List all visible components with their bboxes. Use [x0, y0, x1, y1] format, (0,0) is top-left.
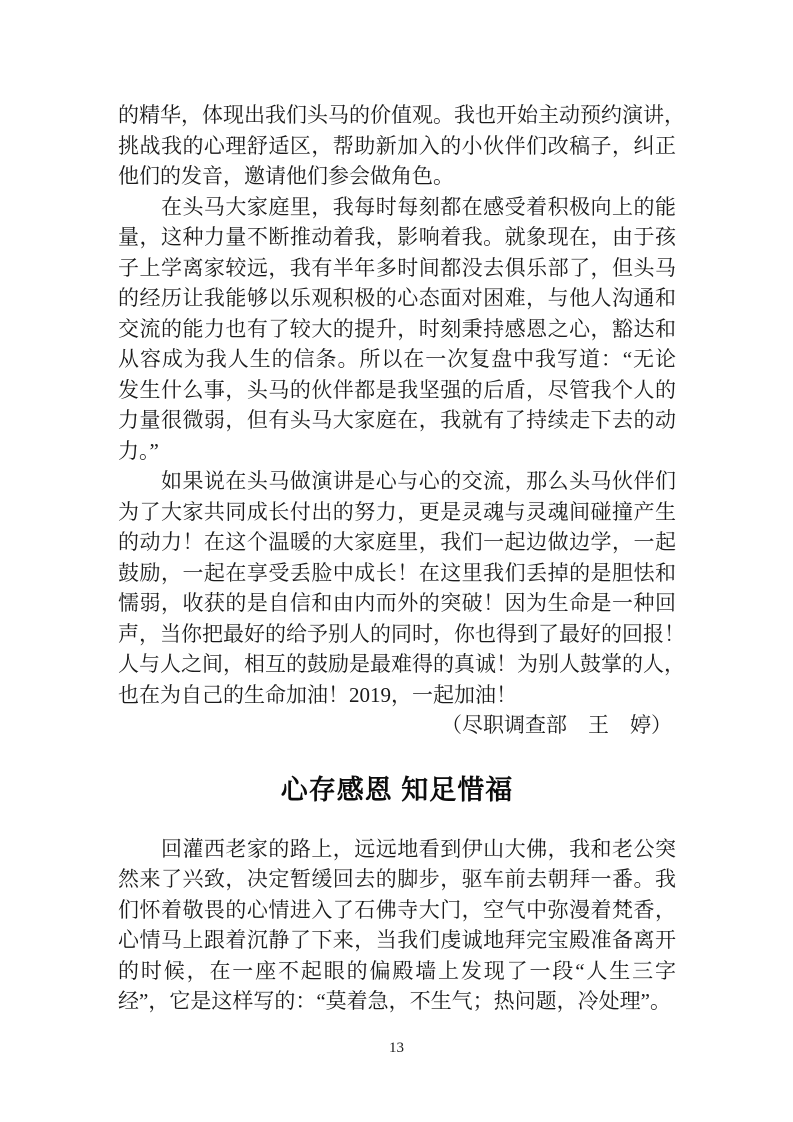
- text-line: 他们的发音，邀请他们参会做角色。: [118, 164, 454, 188]
- author-signature: （尽职调查部 王 婷）: [441, 713, 672, 737]
- text-line: 量，这种力量不断推动着我，影响着我。就象现在，由于孩: [118, 225, 676, 249]
- paragraph: [118, 192, 676, 467]
- article-continuation: [118, 100, 685, 741]
- text-line: 如果说在头马做演讲是心与心的交流，那么头马伙伴们: [118, 469, 676, 493]
- article-title: 心存感恩 知足惜福: [280, 774, 514, 805]
- text-line: 心情马上跟着沉静了下来，当我们虔诚地拜完宝殿准备离开: [118, 928, 676, 952]
- text-line: 回灌西老家的路上，远远地看到伊山大佛，我和老公突: [118, 836, 676, 861]
- text-line: 力量很微弱，但有头马大家庭在，我就有了持续走下去的动: [118, 408, 676, 432]
- text-line: 在头马大家庭里，我每时每刻都在感受着积极向上的能: [118, 194, 676, 219]
- text-line: 力。”: [118, 438, 159, 463]
- paragraph: [118, 100, 685, 192]
- text-line: 的精华，体现出我们头马的价值观。我也开始主动预约演讲，: [118, 103, 685, 127]
- text-line: 人与人之间，相互的鼓励是最难得的真诚！为别人鼓掌的人，: [118, 652, 685, 676]
- text-line: 懦弱，收获的是自信和由内而外的突破！因为生命是一种回: [118, 591, 676, 615]
- text-line: 们怀着敬畏的心情进入了石佛寺大门，空气中弥漫着梵香，: [118, 897, 676, 922]
- page-body: [118, 100, 685, 1017]
- text-line: 挑战我的心理舒适区，帮助新加入的小伙伴们改稿子，纠正: [118, 133, 676, 158]
- paragraph: [118, 834, 676, 1017]
- text-line: 发生什么事，头马的伙伴都是我坚强的后盾，尽管我个人的: [118, 377, 676, 402]
- text-line: 鼓励，一起在享受丢脸中成长！在这里我们丢掉的是胆怯和: [118, 560, 676, 585]
- page-number: 13: [389, 1040, 404, 1056]
- paragraph: [118, 466, 685, 710]
- text-line: 子上学离家较远，我有半年多时间都没去俱乐部了，但头马: [118, 255, 676, 280]
- text-line: 的动力！在这个温暖的大家庭里，我们一起边做边学，一起: [118, 530, 676, 554]
- text-line: 交流的能力也有了较大的提升，时刻秉持感恩之心，豁达和: [118, 316, 676, 341]
- article-new: [118, 834, 676, 1017]
- text-line: 为了大家共同成长付出的努力，更是灵魂与灵魂间碰撞产生: [118, 499, 676, 524]
- text-line: 的经历让我能够以乐观积极的心态面对困难，与他人沟通和: [118, 286, 676, 310]
- text-line: 声，当你把最好的给予别人的同时，你也得到了最好的回报！: [118, 621, 685, 646]
- text-line: 从容成为我人生的信条。所以在一次复盘中我写道：“无论: [118, 347, 676, 371]
- text-line: 的时候，在一座不起眼的偏殿墙上发现了一段“人生三字: [118, 958, 676, 983]
- text-line: 也在为自己的生命加油！2019，一起加油！: [118, 682, 517, 707]
- text-line: 然来了兴致，决定暂缓回去的脚步，驱车前去朝拜一番。我: [118, 867, 676, 891]
- text-line: 经”，它是这样写的：“莫着急，不生气；热问题，冷处理”。: [118, 989, 671, 1013]
